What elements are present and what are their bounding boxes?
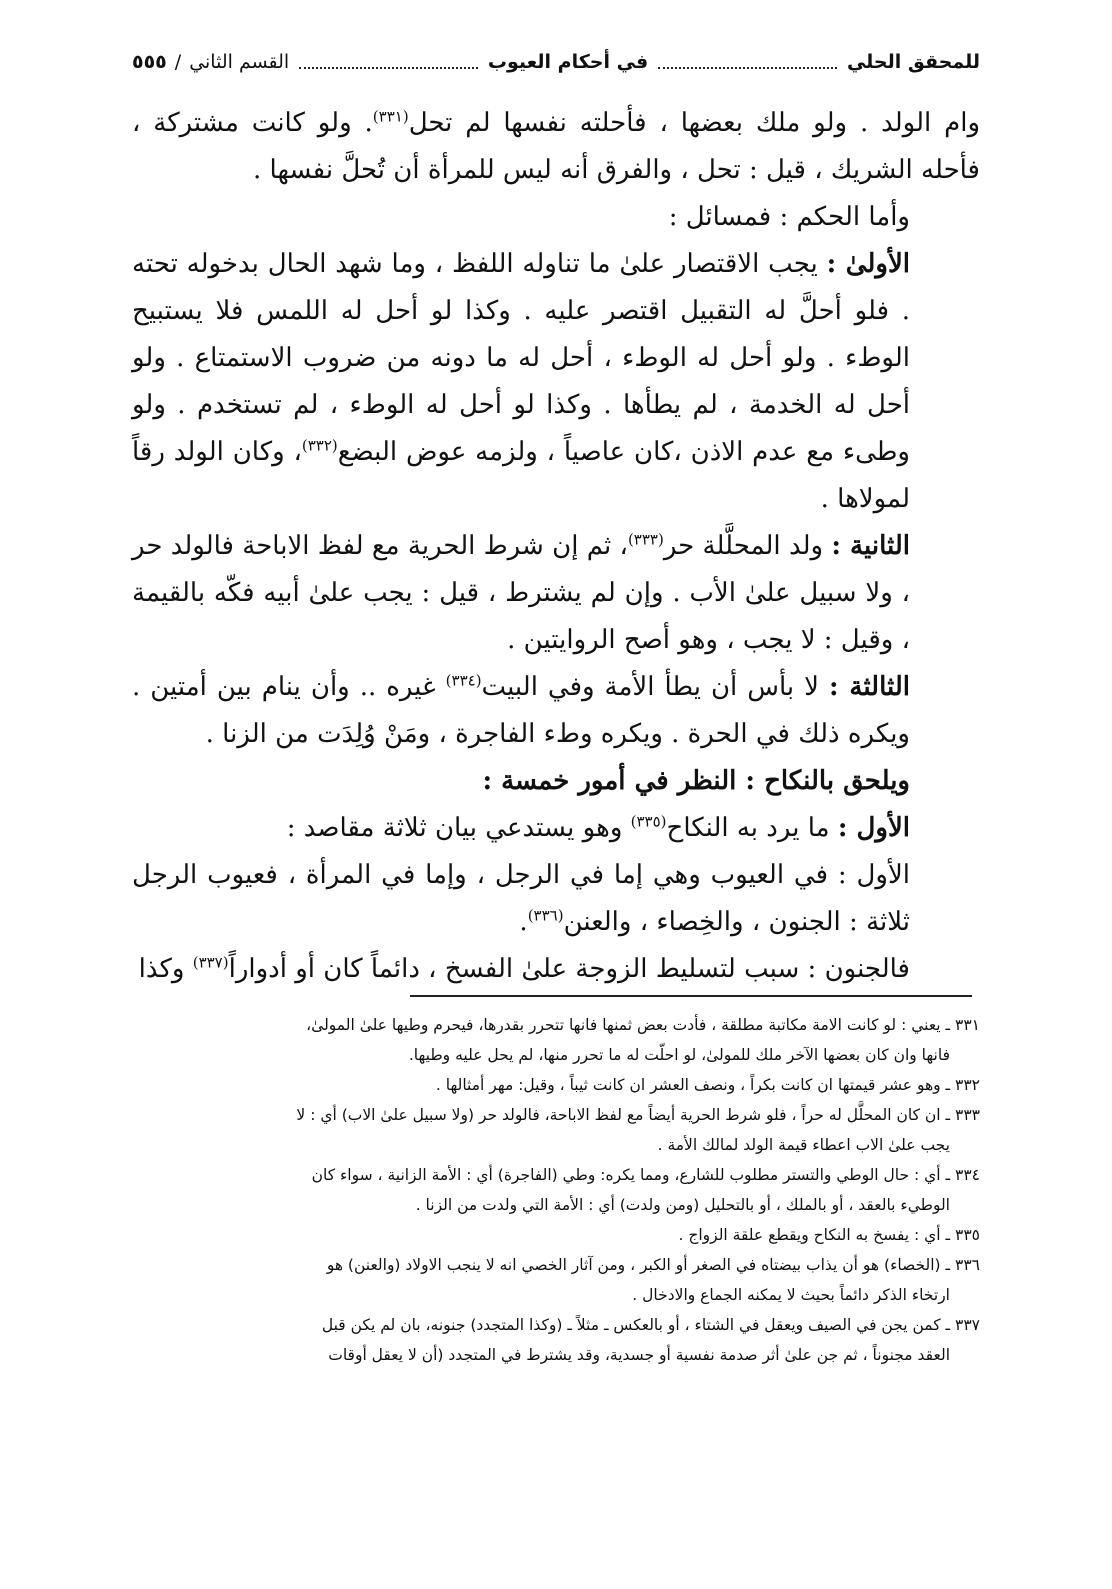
text-run: ما يرد به النكاح [666,813,830,843]
subsection-label: الثانية : [831,531,910,561]
text-run: . ولو كانت مشتركة ، فأحله [132,108,980,185]
footnote-ref: (٣٣٧) [192,953,229,972]
footnote-line: ٣٣١ ـ يعني : لو كانت الامة مكاتبة مطلقة ، فأدت بعض ثمنها فانها تتحرر بقدرها، فيحرم وطيها علىٰ المولىٰ، [306,1016,980,1034]
paragraph [132,241,980,523]
footnote-line: فانها وان كان بعضها الآخر ملك للمولىٰ، لو احلّت له ما تحرر منها، لم يحل عليه وطيها. [408,1046,950,1064]
footnote-line: ٣٣٦ ـ (الخصاء) هو أن يذاب بيضتاه في الصغر أو الكبر ، ومن آثار الخصي انه لا ينجب الاولاد (والعنن) هو [326,1256,980,1274]
footnote-separator [410,995,972,997]
footnote-line: ٣٣٢ ـ وهو عشر قيمتها ان كانت بكراً ، ونصف العشر ان كانت ثيباً ، وقيل: مهر أمثالها . [435,1076,980,1094]
footnote [132,1250,980,1310]
footnote-ref: (٣٣٢) [301,436,338,455]
paragraph [132,100,980,194]
text-run: لا بأس أن يطأ الأمة وفي البيت [481,672,819,702]
footnote-line: العقد مجنوناً ، ثم جن علىٰ أثر صدمة نفسية أو جسدية، وقد يشترط في المتجدد (أن لا يعقل أوقات [328,1346,950,1364]
footnote-line: يجب علىٰ الاب اعطاء قيمة الولد لمالك الأمة . [657,1136,950,1154]
section-heading: ويلحق بالنكاح : النظر في أمور خمسة : [482,766,910,796]
body-text [132,100,980,993]
text-run: وأما الحكم : فمسائل : [668,202,910,232]
text-run: ، وكان الولد رقاً لمولاها . [132,437,910,514]
text-run: يجب الاقتصار علىٰ ما تناوله اللفظ ، وما شهد الحال بدخوله تحته . فلو أحلَّ له التقبيل اقتصر عليه . وكذا لو أحل له اللمس فلا يستبيح الوطء . ولو أحل له الوطء ، أحل له ما دونه من ضروب الاستمتاع . ولو أحل له الخدمة ، لم يطأها . وكذا لو أحل له الوطء ، لم تستخدم . ولو وطىء مع عدم الاذن ،كان عاصياً ، ولزمه عوض البضع [132,249,910,467]
footnote-ref: (٣٣١) [372,107,409,126]
text-run: ولد المحلَّلة حر [663,531,824,561]
footnote [132,1100,980,1160]
footnote-ref: (٣٣٦) [527,906,564,925]
footnote [132,1070,980,1100]
subsection-label: الثالثة : [829,672,910,702]
text-run: وهو يستدعي بيان ثلاثة مقاصد : [286,813,623,843]
text-run: ، ثم إن شرط الحرية مع لفظ الاباحة فالولد حر ، ولا سبيل علىٰ الأب . وإن لم يشترط ، قيل : يجب علىٰ أبيه فكّه بالقيمة ، وقيل : لا يجب ، وهو أصح الروايتين . [132,531,910,655]
paragraph [132,523,980,664]
paragraph [132,194,980,241]
paragraph [132,664,980,758]
text-run: . [519,907,528,937]
text-run: وكذا [138,954,185,984]
footnote [132,1310,980,1370]
footnote-ref: (٣٣٣) [627,530,664,549]
header-dot-leader [658,67,837,69]
footnote [132,1010,980,1070]
header-title: في أحكام العيوب [487,51,649,73]
header-dot-leader [299,67,478,69]
footnotes [132,1010,980,1370]
text-run: غيره .. وأن ينام بين أمتين . ويكره ذلك في الحرة . ويكره وطء الفاجرة ، ومَنْ وُلِدَت من الزنا . [132,672,910,749]
paragraph [132,805,980,852]
paragraph [132,946,980,993]
header-separator: / [174,51,182,73]
footnote-line: ٣٣٧ ـ كمن يجن في الصيف ويعقل في الشتاء ، أو بالعكس ـ مثلاً ـ (وكذا المتجدد) جنونه، بان لم يكن قبل [321,1316,980,1334]
footnote-ref: (٣٣٥) [630,812,667,831]
footnote-line: الوطيء بالعقد ، أو بالملك ، أو بالتحليل (ومن ولدت) أي : الأمة التي ولدت من الزنا . [415,1196,950,1214]
page-number: ٥٥٥ [131,51,167,73]
text-run: الشريك ، قيل : تحل ، والفرق أنه ليس للمرأة أن تُحلَّ نفسها . [253,155,913,185]
subsection-label: الأولىٰ : [826,249,910,279]
footnote [132,1160,980,1220]
paragraph [132,852,980,946]
footnote [132,1220,980,1250]
running-header [132,44,980,80]
footnote-line: ٣٣٤ ـ أي : حال الوطي والتستر مطلوب للشارع، ومما يكره: وطي (الفاجرة) أي : الأمة الزانية ، سواء كان [311,1166,980,1184]
footnote-line: ٣٣٥ ـ أي : يفسخ به النكاح ويقطع علقة الزواج . [678,1226,980,1244]
footnote-line: ارتخاء الذكر دائماً بحيث لا يمكنه الجماع والادخال . [632,1286,950,1304]
footnote-ref: (٣٣٤) [445,671,482,690]
text-run: الأول : في العيوب وهي إما في الرجل ، وإما في المرأة ، فعيوب الرجل ثلاثة : الجنون ، والخِصاء ، والعنن [132,860,910,937]
text-run: وام الولد . ولو ملك بعضها ، فأحلته نفسها لم تحل [408,108,981,138]
footnote-line: ٣٣٣ ـ ان كان المحلَّل له حراً ، فلو شرط الحرية أيضاً مع لفظ الاباحة، فالولد حر (ولا سبيل علىٰ الاب) أي : لا [296,1106,980,1124]
header-part: القسم الثاني [189,51,290,73]
subsection-label: الأول : [837,813,910,843]
text-run: فالجنون : سبب لتسليط الزوجة علىٰ الفسخ ، دائماً كان أو أدواراً [228,954,910,984]
header-author: للمحقق الحلي [846,51,980,73]
